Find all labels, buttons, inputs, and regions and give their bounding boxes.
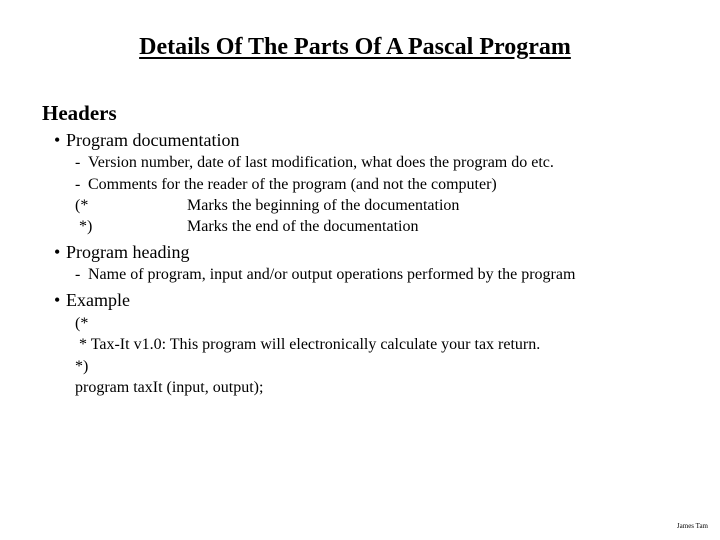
marker-row-begin <box>75 197 459 215</box>
dash-marker: - <box>75 266 81 283</box>
code-line-2: * Tax-It v1.0: This program will electronically calculate your tax return. <box>75 336 541 353</box>
bullet-dot: • <box>54 242 61 262</box>
sub-item-text: Name of program, input and/or output operations performed by the program <box>88 266 576 283</box>
dash-marker: - <box>75 154 81 171</box>
comment-open-symbol: (* <box>75 197 89 214</box>
sub-item-version-info <box>75 154 554 172</box>
footer-author: James Tam <box>676 522 708 530</box>
marker-description: Marks the end of the documentation <box>187 218 419 235</box>
marker-description: Marks the beginning of the documentation <box>187 197 460 214</box>
bullet-program-heading <box>54 242 189 263</box>
sub-item-comments <box>75 176 497 194</box>
marker-row-end <box>75 218 419 236</box>
bullet-dot: • <box>54 130 61 150</box>
code-line-1: (* <box>75 315 89 332</box>
bullet-program-documentation <box>54 130 239 151</box>
slide-title: Details Of The Parts Of A Pascal Program <box>139 34 571 60</box>
code-line-4: program taxIt (input, output); <box>75 379 264 396</box>
bullet-dot: • <box>54 290 61 310</box>
bullet-label: Program heading <box>66 242 190 262</box>
bullet-label: Program documentation <box>66 130 240 150</box>
code-line-3: *) <box>75 358 89 375</box>
section-heading-headers: Headers <box>42 101 117 125</box>
sub-item-text: Comments for the reader of the program (and not the computer) <box>88 176 497 193</box>
bullet-label: Example <box>66 290 130 310</box>
dash-marker: - <box>75 176 81 193</box>
bullet-example <box>54 290 130 311</box>
sub-item-name-of-program <box>75 266 575 284</box>
comment-close-symbol: *) <box>75 218 93 235</box>
sub-item-text: Version number, date of last modification, what does the program do etc. <box>88 154 554 171</box>
